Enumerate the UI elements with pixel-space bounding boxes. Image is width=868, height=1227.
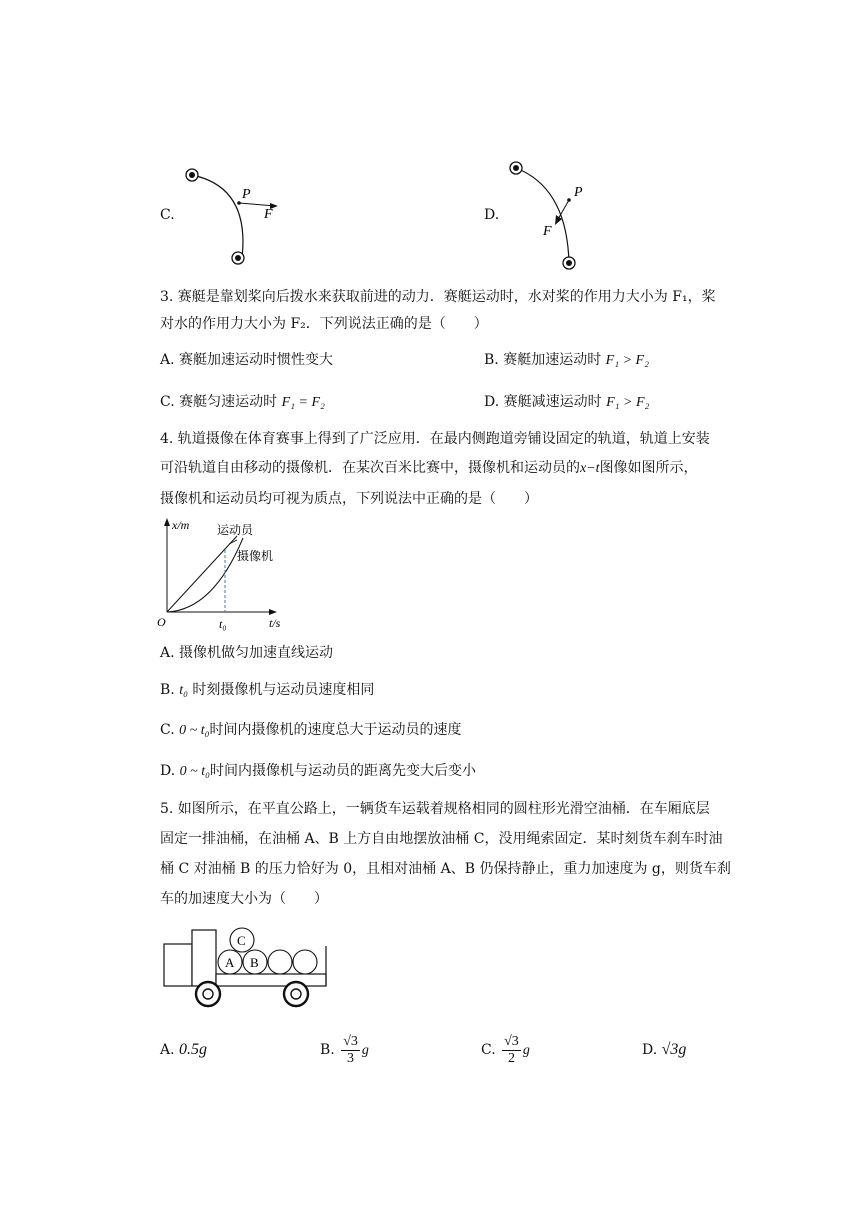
q5-option-c: C. $\frac{√3}{2}$ g — [481, 1033, 530, 1066]
q5-option-a-math: 0.5g — [179, 1041, 208, 1058]
start-ball-icon — [510, 162, 522, 174]
camera-label: 摄像机 — [237, 549, 274, 563]
q3-stem-line1: 3. 赛艇是靠划桨向后拨水来获取前进的动力．赛艇运动时，水对桨的作用力大小为 F₁，桨 — [160, 289, 716, 305]
q4-option-c: C. 0 ~ t₀时间内摄像机的速度总大于运动员的速度 — [160, 722, 462, 738]
barrel-c-label: C — [237, 933, 246, 948]
q2-option-d-label: D. — [484, 207, 500, 223]
q4-option-d-math: 0 ~ t₀ — [179, 764, 210, 779]
q4-stem-line3: 摄像机和运动员均可视为质点，下列说法中正确的是（ ） — [160, 491, 538, 507]
force-f-label: F — [264, 207, 273, 222]
barrel-b-label: B — [250, 955, 259, 970]
q4-option-b: B. t₀ 时刻摄像机与运动员速度相同 — [160, 682, 375, 698]
rear-wheel-icon — [284, 982, 308, 1006]
q5-option-c-fraction: $\frac{√3}{2}$ — [504, 1033, 519, 1066]
x-axis-arrow-icon — [269, 609, 277, 615]
q2-option-c-label: C. — [160, 207, 175, 223]
q3-option-d: D. 赛艇减速运动时 F₁ > F₂ — [484, 394, 650, 410]
camera-curve — [167, 538, 243, 612]
q2-option-d-figure — [505, 158, 595, 273]
t0-label: t₀ — [219, 617, 227, 631]
truck-cab — [164, 944, 192, 986]
origin-label: O — [157, 615, 166, 629]
y-axis-arrow-icon — [164, 518, 170, 526]
start-ball-icon — [186, 169, 198, 181]
q3-option-d-math: F₁ > F₂ — [606, 395, 650, 410]
q3-option-b: B. 赛艇加速运动时 F₁ > F₂ — [484, 352, 649, 368]
point-p-label: P — [242, 187, 251, 202]
q4-option-b-math: t₀ — [179, 683, 188, 698]
q3-option-b-math: F₁ > F₂ — [605, 353, 649, 368]
q4-option-c-math: 0 ~ t₀ — [179, 723, 210, 738]
q5-option-d: D. √3g — [642, 1041, 687, 1058]
q4-option-a: A. 摄像机做匀加速直线运动 — [160, 645, 334, 661]
end-ball-icon — [232, 252, 244, 264]
q3-option-c-math: F₁ = F₂ — [281, 395, 325, 410]
barrel — [293, 950, 317, 974]
q2-option-c-figure — [180, 162, 290, 272]
athlete-curve — [167, 536, 237, 612]
q5-option-a: A. 0.5g — [160, 1041, 208, 1058]
force-f-label: F — [543, 224, 552, 239]
barrel-a-label: A — [225, 955, 235, 970]
barrel — [268, 950, 292, 974]
q5-stem-line1: 5. 如图所示，在平直公路上，一辆货车运载着规格相同的圆柱形光滑空油桶．在车厢底层 — [160, 801, 710, 817]
q5-option-d-math: √3g — [661, 1041, 687, 1058]
q5-option-b: B. $\frac{√3}{3}$ g — [320, 1033, 369, 1066]
truck-cab-tall — [192, 930, 216, 986]
truck-bed — [216, 974, 326, 986]
q3-option-c: C. 赛艇匀速运动时 F₁ = F₂ — [160, 394, 325, 410]
q5-stem-line3: 桶 C 对油桶 B 的压力恰好为 0，且相对油桶 A、B 仍保持静止，重力加速度为 g，则货车刹 — [160, 861, 731, 877]
q4-xt-math: x−t — [580, 461, 600, 476]
q4-stem-line1: 4. 轨道摄像在体育赛事上得到了广泛应用．在最内侧跑道旁铺设固定的轨道，轨道上安装 — [160, 431, 710, 447]
q5-truck-figure — [160, 922, 335, 1012]
q5-stem-line2: 固定一排油桶，在油桶 A、B 上方自由地摆放油桶 C，没用绳索固定．某时刻货车刹车时油 — [160, 831, 723, 847]
q5-option-b-fraction: $\frac{√3}{3}$ — [343, 1033, 358, 1066]
q3-stem-line2: 对水的作用力大小为 F₂．下列说法正确的是（ ） — [160, 316, 488, 332]
end-ball-icon — [563, 257, 575, 269]
q4-stem-line2: 可沿轨道自由移动的摄像机．在某次百米比赛中，摄像机和运动员的x−t图像如图所示， — [160, 460, 698, 476]
y-axis-label: x/m — [172, 518, 190, 532]
q4-option-d: D. 0 ~ t₀时间内摄像机与运动员的距离先变大后变小 — [160, 763, 476, 779]
q5-stem-line4: 车的加速度大小为（ ） — [160, 891, 328, 907]
x-axis-label: t/s — [269, 616, 281, 630]
q3-option-a: A. 赛艇加速运动时惯性变大 — [160, 352, 334, 368]
q4-xt-graph — [155, 516, 290, 634]
athlete-label: 运动员 — [217, 523, 254, 537]
point-p-label: P — [574, 185, 583, 200]
front-wheel-icon — [196, 982, 220, 1006]
